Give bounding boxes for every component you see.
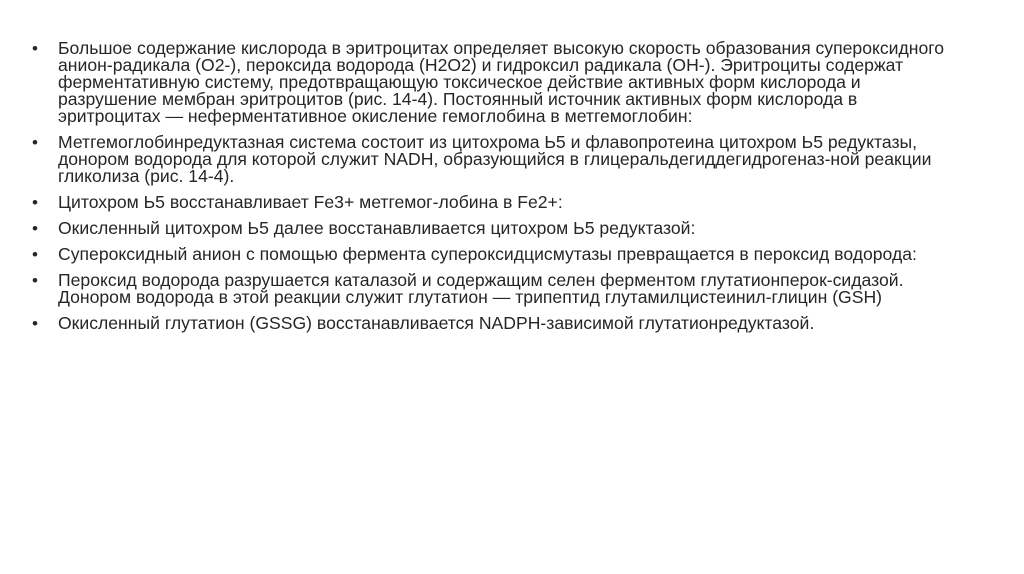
bullet-item xyxy=(30,246,960,263)
bullet-text: Окисленный глутатион (GSSG) восстанавливается NADPH-зависимой глутатионредуктазой. xyxy=(58,313,815,333)
bullet-text: Окисленный цитохром Ь5 далее восстанавливается цитохром Ь5 редуктазой: xyxy=(58,218,696,238)
bullet-text: Супероксидный анион с помощью фермента супероксидцисмутазы превращается в пероксид водорода: xyxy=(58,244,917,264)
bullet-item xyxy=(30,194,960,211)
bullet-list xyxy=(30,40,960,341)
bullet-item xyxy=(30,40,960,125)
bullet-text: Цитохром Ь5 восстанавливает Fe3+ метгемог-лобина в Fe2+: xyxy=(58,192,563,212)
bullet-icon: • xyxy=(32,39,38,58)
bullet-icon: • xyxy=(32,219,38,238)
bullet-text: Метгемоглобинредуктазная система состоит из цитохрома Ь5 и флавопротеина цитохром Ь5 редуктазы, донором водорода для которой служит NADH, образующийся в глицеральдегиддегидрогеназ-ной реакции гликолиза (рис. 14-4). xyxy=(58,132,932,186)
bullet-item xyxy=(30,134,960,185)
bullet-icon: • xyxy=(32,193,38,212)
bullet-item xyxy=(30,272,960,306)
bullet-item xyxy=(30,220,960,237)
bullet-icon: • xyxy=(32,245,38,264)
bullet-icon: • xyxy=(32,133,38,152)
bullet-text: Пероксид водорода разрушается каталазой и содержащим селен ферментом глутатионперок-сидазой. Донором водорода в этой реакции служит глутатион — трипептид глутамилцистеинил-глицин (GSH) xyxy=(58,270,904,307)
bullet-icon: • xyxy=(32,271,38,290)
bullet-icon: • xyxy=(32,314,38,333)
bullet-item xyxy=(30,315,960,332)
bullet-text: Большое содержание кислорода в эритроцитах определяет высокую скорость образования супероксидного анион-радикала (O2-), пероксида водорода (H2O2) и гидроксил радикала (OH-). Эритроциты содержат ферментативную систему, предотвращающую токсическое действие активных форм кислорода и разрушение мембран эритроцитов (рис. 14-4). Постоянный источник активных форм кислорода в эритроцитах — неферментативное окисление гемоглобина в метгемоглобин: xyxy=(58,38,945,126)
